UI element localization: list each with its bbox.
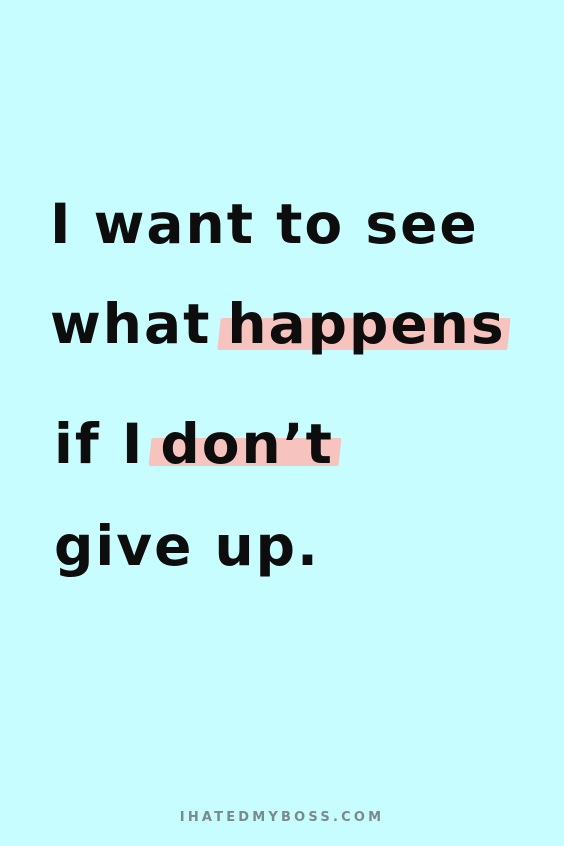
quote-line-2-lead: what: [50, 292, 212, 356]
highlighted-word-dont: don’t: [160, 412, 334, 476]
quote-line-2: [50, 292, 506, 356]
site-watermark: IHATEDMYBOSS.COM: [179, 810, 385, 825]
quote-line-1-text: I want to see: [50, 192, 479, 256]
quote-line-4: [54, 514, 320, 578]
quote-line-4-text: give up.: [54, 514, 320, 578]
quote-line-3: [54, 412, 334, 476]
quote-line-3-lead: if I: [54, 412, 145, 476]
highlighted-word-happens: happens: [227, 292, 506, 356]
quote-line-1: [50, 192, 479, 256]
